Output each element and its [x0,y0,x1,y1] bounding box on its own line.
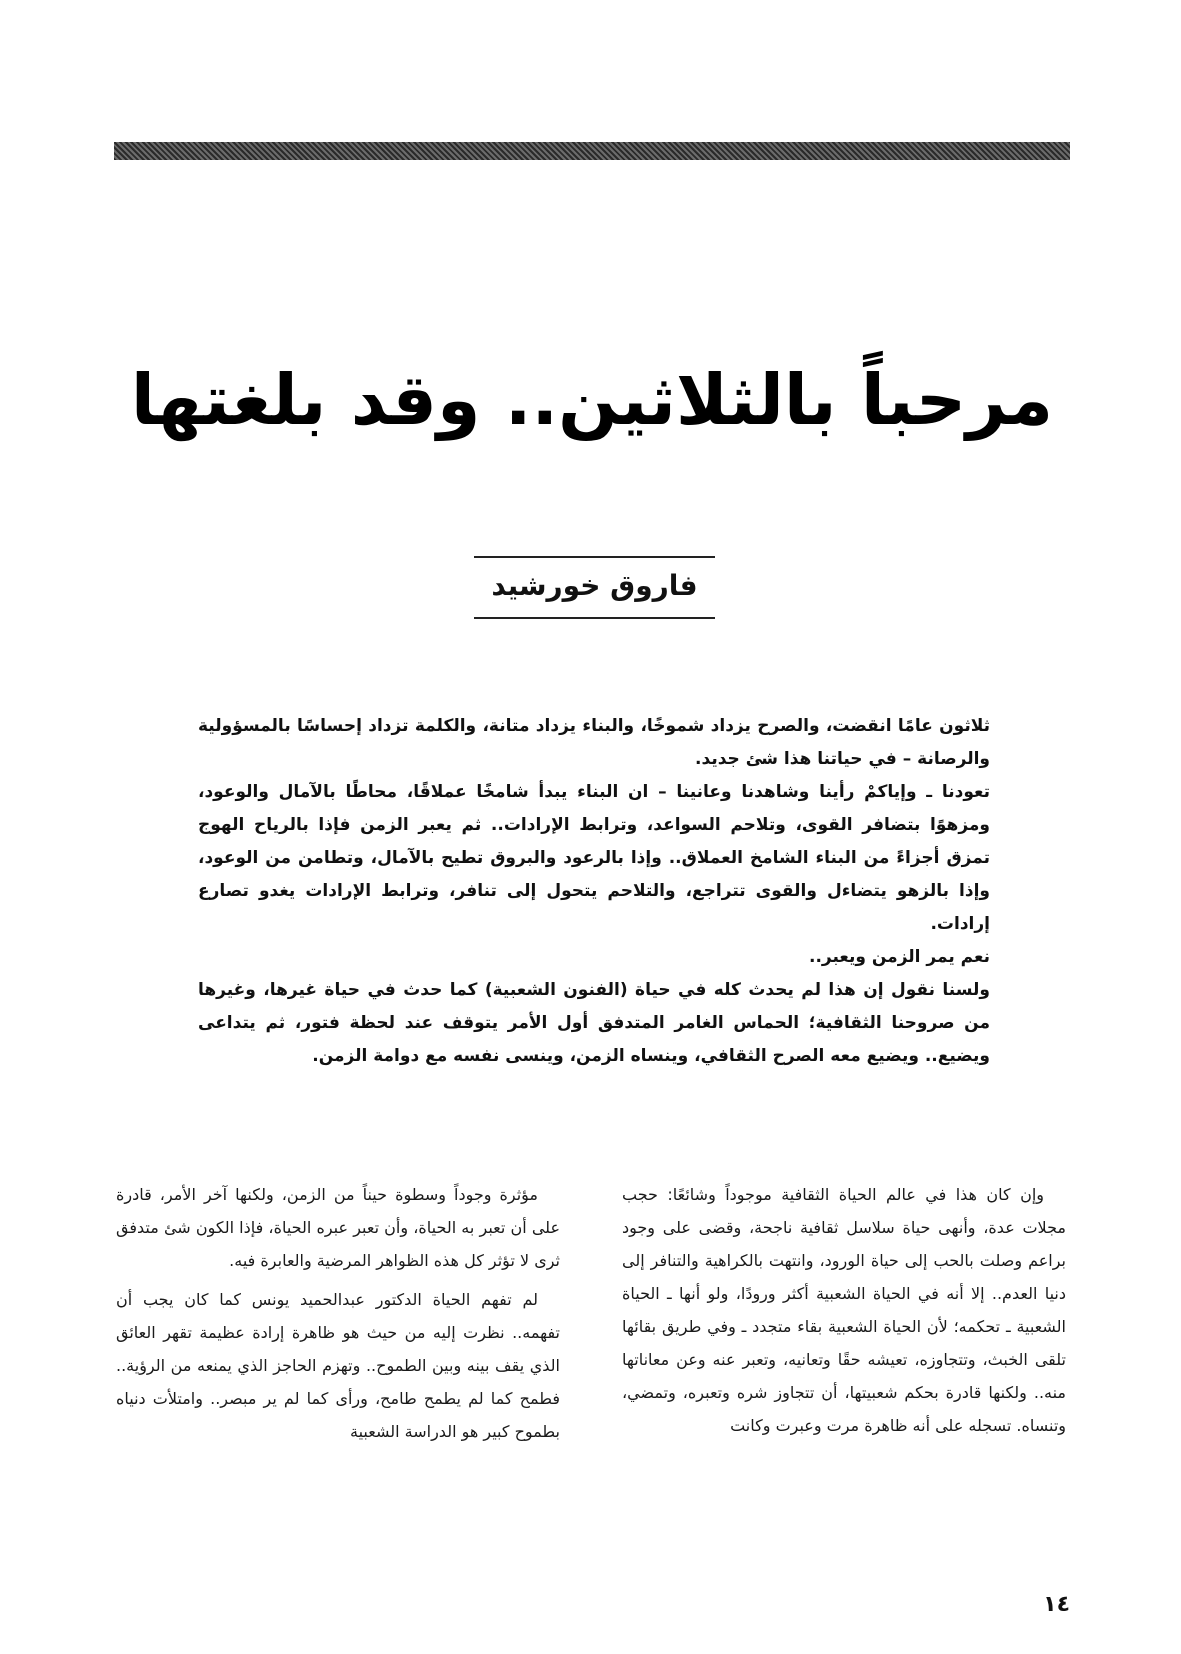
intro-paragraph: ولسنا نقول إن هذا لم يحدث كله في حياة (الفنون الشعبية) كما حدث في حياة غيرها، وغيرها من صروحنا الثقافية؛ الحماس الغامر المتدفق أول الأمر يتوقف عند لحظة فتور، ثم يتداعى ويضيع.. ويضيع معه الصرح الثقافي، وينساه الزمن، وينسى نفسه مع دوامة الزمن. [198,980,990,1066]
decorative-header-bar [114,142,1070,160]
body-paragraph: مؤثرة وجوداً وسطوة حيناً من الزمن، ولكنها آخر الأمر، قادرة على أن تعبر به الحياة، وأن تعبر عبره الحياة، فإذا الكون شئ متدفق ثرى لا تؤثر كل هذه الظواهر المرضية والعابرة فيه. [116,1185,560,1270]
intro-section [198,710,990,1073]
body-paragraph: لم تفهم الحياة الدكتور عبدالحميد يونس كما كان يجب أن تفهمه.. نظرت إليه من حيث هو ظاهرة إرادة عظيمة تقهر العائق الذي يقف بينه وبين الطموح.. وتهزم الحاجز الذي يمنعه من الرؤية.. فطمح كما لم يطمح طامح، ورأى كما لم ير مبصر.. وامتلأت دنياه بطموح كبير هو الدراسة الشعبية [116,1290,560,1441]
body-column-right [622,1178,1066,1448]
author-top-rule [474,556,715,558]
intro-paragraph: تعودنا ـ وإياكمْ رأينا وشاهدنا وعانينا – ان البناء يبدأ شامخًا عملاقًا، محاطًا بالآمال والوعود، ومزهوًا بتضافر القوى، وتلاحم السواعد، وترابط الإرادات.. ثم يعبر الزمن فإذا بالرياح الهوج تمزق أجزاءً من البناء الشامخ العملاق.. وإذا بالرعود والبروق تطيح بالآمال، وتطامن من الوعود، وإذا بالزهو يتضاءل والقوى تتراجع، والتلاحم يتحول إلى تنافر، وترابط الإرادات يغدو تصارع إرادات. [198,782,990,934]
page-number: ١٤ [1043,1592,1070,1617]
author-bottom-rule [474,617,715,619]
intro-paragraph: نعم يمر الزمن ويعبر.. [808,947,990,967]
article-title: مرحباً بالثلاثين.. وقد بلغتها [130,359,1054,441]
intro-paragraph: ثلاثون عامًا انقضت، والصرح يزداد شموخًا، والبناء يزداد متانة، والكلمة تزداد إحساسًا بالمسؤولية والرصانة – في حياتنا هذا شئ جديد. [198,716,990,769]
body-paragraph: وإن كان هذا في عالم الحياة الثقافية موجوداً وشائعًا: حجب مجلات عدة، وأنهى حياة سلاسل ثقافية ناجحة، وقضى على وجود براعم وصلت بالحب إلى حياة الورود، وانتهت بالكراهية والتنافر إلى دنيا العدم.. إلا أنه في الحياة الشعبية أكثر ورودًا، ولو أنها ـ الحياة الشعبية ـ تحكمه؛ لأن الحياة الشعبية بقاء متجدد ـ وفي طريق بقائها تلقى الخبث، وتتجاوزه، تعيشه حقًا وتعانيه، وتعبر عنه وعن معاناتها منه.. ولكنها قادرة بحكم شعبيتها، أن تتجاوز شره وتعبره، وتمضي، وتنساه. تسجله على أنه ظاهرة مرت وعبرت وكانت [622,1185,1066,1435]
body-column-left [116,1178,560,1454]
article-author: فاروق خورشيد [491,569,698,602]
